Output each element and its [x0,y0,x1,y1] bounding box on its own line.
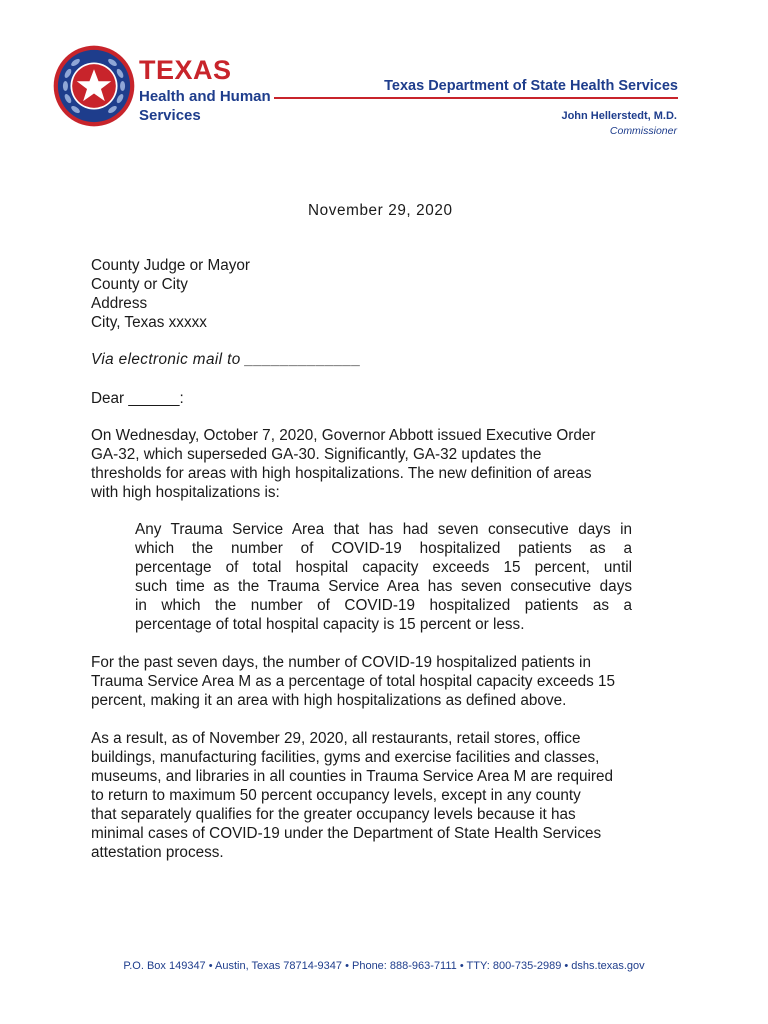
paragraph-intro [91,426,683,502]
address-line: County Judge or Mayor [91,257,250,274]
definition-quote [135,520,632,634]
paragraph-line: that separately qualifies for the greater occupancy levels because it has [91,806,576,823]
commissioner-name: John Hellerstedt, M.D. [561,110,677,122]
paragraph-line: As a result, as of November 29, 2020, all restaurants, retail stores, office [91,730,581,747]
paragraph-line: Trauma Service Area M as a percentage of total hospital capacity exceeds 15 [91,673,616,690]
logo-org-line2: Health and Human [139,88,271,105]
paragraph-line: For the past seven days, the number of COVID-19 hospitalized patients in [91,654,591,671]
delivery-line: Via electronic mail to _____________ [91,351,362,368]
quote-line: which the number of COVID-19 hospitalized patients as a [135,540,632,557]
commissioner-title: Commissioner [609,125,677,137]
letter-date: November 29, 2020 [308,202,453,219]
paragraph-line: minimal cases of COVID-19 under the Department of State Health Services [91,825,602,842]
letterhead-divider [274,97,678,99]
paragraph-line: museums, and libraries in all counties in Trauma Service Area M are required [91,768,614,785]
quote-line: such time as the Trauma Service Area has seven consecutive days [135,578,632,595]
paragraph-line: thresholds for areas with high hospitalizations. The new definition of areas [91,465,592,482]
paragraph-result [91,729,683,862]
quote-line: percentage of total hospital capacity is 15 percent or less. [135,616,525,633]
quote-line: percentage of total hospital capacity exceeds 15 percent, until [135,559,632,576]
logo-org-line3: Services [139,107,201,124]
salutation: Dear ______: [91,390,184,407]
paragraph-line: with high hospitalizations is: [91,484,280,501]
address-line: County or City [91,276,188,293]
logo-texas-text: TEXAS [139,55,232,85]
paragraph-line: GA-32, which superseded GA-30. Significantly, GA-32 updates the [91,446,542,463]
address-line: Address [91,295,148,312]
paragraph-line: buildings, manufacturing facilities, gyms and exercise facilities and classes, [91,749,600,766]
footer-contact: P.O. Box 149347 • Austin, Texas 78714-9347 • Phone: 888-963-7111 • TTY: 800-735-2989 • dshs.texas.gov [123,960,645,972]
paragraph-line: to return to maximum 50 percent occupancy levels, except in any county [91,787,581,804]
paragraph-line: percent, making it an area with high hospitalizations as defined above. [91,692,567,709]
department-name: Texas Department of State Health Services [384,78,678,94]
texas-star-seal-icon [52,44,136,128]
paragraph-line: On Wednesday, October 7, 2020, Governor Abbott issued Executive Order [91,427,596,444]
address-line: City, Texas xxxxx [91,314,207,331]
paragraph-line: attestation process. [91,844,224,861]
quote-line: Any Trauma Service Area that has had seven consecutive days in [135,521,632,538]
paragraph-status [91,653,683,710]
quote-line: in which the number of COVID-19 hospitalized patients as a [135,597,632,614]
